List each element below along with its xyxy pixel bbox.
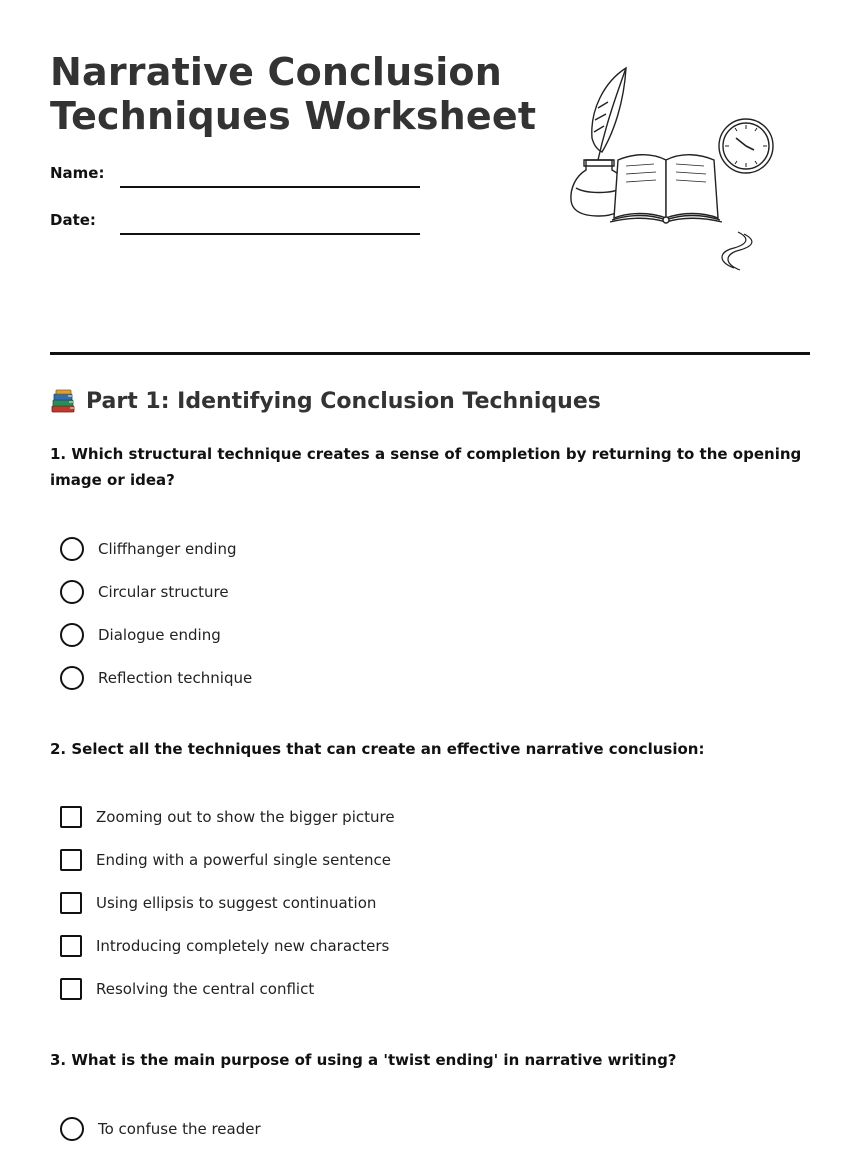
radio-button[interactable] xyxy=(60,666,84,690)
quill-icon xyxy=(592,68,626,160)
option-label: To confuse the reader xyxy=(98,1119,261,1138)
section-title-part-1 xyxy=(50,388,601,414)
question-1-option-3[interactable] xyxy=(60,613,252,656)
option-label: Dialogue ending xyxy=(98,625,221,644)
radio-button[interactable] xyxy=(60,580,84,604)
section-title-text: Part 1: Identifying Conclusion Techniques xyxy=(86,388,601,414)
worksheet-header xyxy=(50,0,810,355)
question-2-option-1[interactable] xyxy=(60,795,395,838)
question-2-options xyxy=(60,795,395,1010)
date-input-line[interactable] xyxy=(120,233,420,235)
question-1-option-4[interactable] xyxy=(60,656,252,699)
question-2-option-4[interactable] xyxy=(60,924,395,967)
name-input-line[interactable] xyxy=(120,186,420,188)
checkbox[interactable] xyxy=(60,935,82,957)
worksheet-page xyxy=(50,0,810,1138)
radio-button[interactable] xyxy=(60,623,84,647)
option-label: Using ellipsis to suggest continuation xyxy=(96,893,377,912)
checkbox[interactable] xyxy=(60,978,82,1000)
question-2-option-3[interactable] xyxy=(60,881,395,924)
clock-icon xyxy=(719,119,773,173)
writing-illustration xyxy=(568,62,798,277)
option-label: Ending with a powerful single sentence xyxy=(96,850,391,869)
question-3-options xyxy=(60,1107,261,1150)
smoke-swirl-icon xyxy=(722,232,752,270)
question-1-option-2[interactable] xyxy=(60,570,252,613)
question-2-option-5[interactable] xyxy=(60,967,395,1010)
option-label: Reflection technique xyxy=(98,668,253,687)
checkbox[interactable] xyxy=(60,892,82,914)
radio-button[interactable] xyxy=(60,537,84,561)
question-3-text: 3. What is the main purpose of using a 'twist ending' in narrative writing? xyxy=(50,1051,677,1069)
date-label: Date: xyxy=(50,211,96,229)
option-label: Introducing completely new characters xyxy=(96,936,390,955)
question-2-text: 2. Select all the techniques that can create an effective narrative conclusion: xyxy=(50,740,705,758)
name-label: Name: xyxy=(50,164,105,182)
books-icon xyxy=(50,388,76,414)
question-1-option-1[interactable] xyxy=(60,527,252,570)
checkbox[interactable] xyxy=(60,849,82,871)
question-1-options xyxy=(60,527,252,699)
question-1-text: 1. Which structural technique creates a sense of completion by returning to the opening image or idea? xyxy=(50,445,802,489)
question-2-option-2[interactable] xyxy=(60,838,395,881)
question-3-option-1[interactable] xyxy=(60,1107,261,1150)
option-label: Cliffhanger ending xyxy=(98,539,237,558)
page-title xyxy=(50,50,536,138)
title-line-2: Techniques Worksheet xyxy=(50,94,537,138)
name-field-row xyxy=(50,164,420,190)
open-book-icon xyxy=(610,155,722,223)
option-label: Circular structure xyxy=(98,582,229,601)
date-field-row xyxy=(50,211,420,237)
radio-button[interactable] xyxy=(60,1117,84,1141)
title-line-1: Narrative Conclusion xyxy=(50,50,502,94)
option-label: Resolving the central conflict xyxy=(96,979,315,998)
option-label: Zooming out to show the bigger picture xyxy=(96,807,395,826)
checkbox[interactable] xyxy=(60,806,82,828)
